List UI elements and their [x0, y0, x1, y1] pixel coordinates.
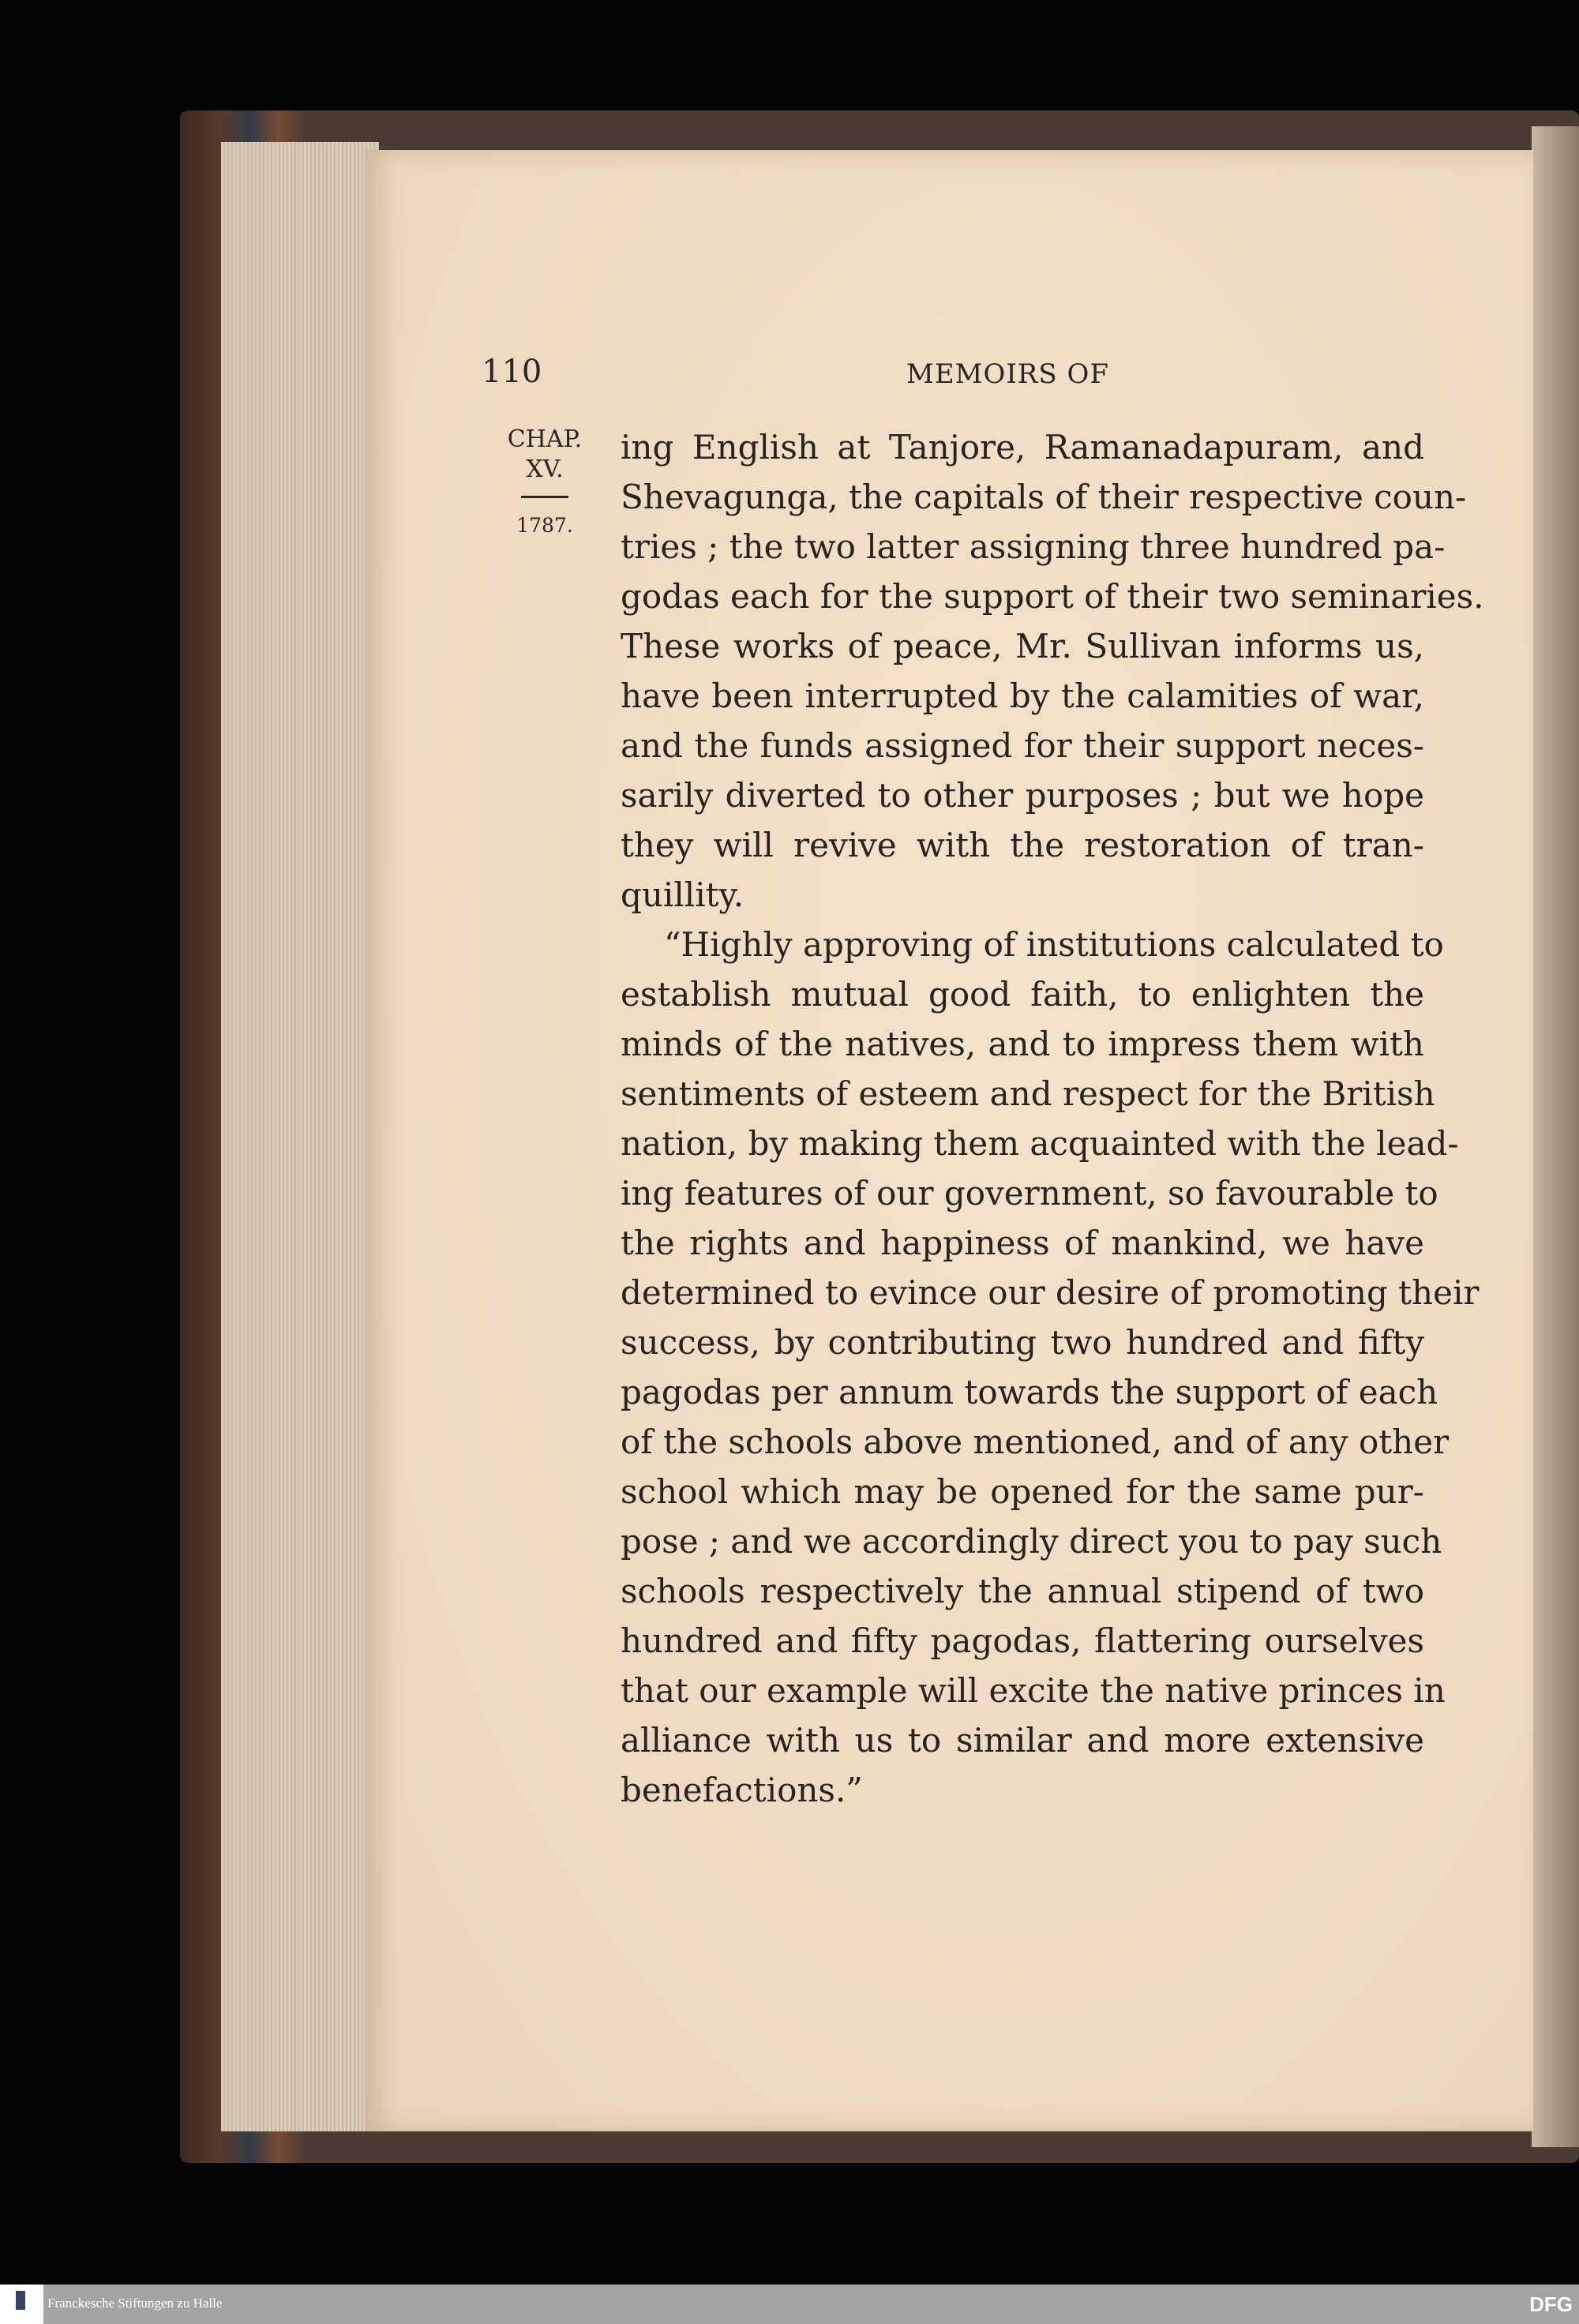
text-line: These works of peace, Mr. Sullivan informs us,: [621, 627, 1424, 665]
text-line: ing features of our government, so favourable to: [621, 1174, 1438, 1213]
chapter-number: XV.: [526, 455, 564, 483]
chap-label: CHAP.: [507, 425, 583, 453]
text-line: determined to evince our desire of promoting their: [621, 1273, 1480, 1312]
margin-year: 1787.: [516, 514, 573, 537]
text-line: establish mutual good faith, to enlighten the: [621, 975, 1424, 1014]
text-line: they will revive with the restoration of tran-: [621, 826, 1424, 864]
text-line: “Highly approving of institutions calculated to: [664, 925, 1444, 964]
text-line: school which may be opened for the same pur-: [621, 1472, 1424, 1511]
text-line: nation, by making them acquainted with the lead-: [621, 1124, 1459, 1163]
text-line: of the schools above mentioned, and of any other: [621, 1423, 1450, 1461]
text-line: the rights and happiness of mankind, we have: [621, 1224, 1424, 1262]
text-line: alliance with us to similar and more extensive: [621, 1721, 1424, 1760]
text-line: godas each for the support of their two seminaries.: [621, 577, 1484, 616]
text-line: sentiments of esteem and respect for the British: [621, 1074, 1435, 1113]
text-line: quillity.: [621, 875, 744, 914]
text-line: hundred and fifty pagodas, flattering ourselves: [621, 1621, 1424, 1660]
text-line: have been interrupted by the calamities of war,: [621, 677, 1424, 715]
text-line: pagodas per annum towards the support of each: [621, 1373, 1438, 1411]
institution-logo-icon: [0, 2285, 43, 2324]
running-head: MEMOIRS OF: [906, 358, 1109, 390]
text-line: Shevagunga, the capitals of their respective coun-: [621, 478, 1467, 516]
text-line: and the funds assigned for their support neces-: [621, 726, 1424, 765]
page-number: 110: [482, 354, 542, 390]
page-edges: [221, 142, 379, 2131]
text-line: schools respectively the annual stipend of two: [621, 1572, 1424, 1610]
facing-page-edge: [1532, 126, 1579, 2147]
footer-bar: [0, 2285, 1579, 2324]
text-line: success, by contributing two hundred and fifty: [621, 1323, 1424, 1362]
text-line: benefactions.”: [621, 1771, 863, 1809]
text-line: sarily diverted to other purposes ; but we hope: [621, 776, 1424, 815]
margin-note: [497, 425, 592, 541]
body-text: [621, 422, 1484, 1815]
text-line: ing English at Tanjore, Ramanadapuram, and: [621, 428, 1424, 467]
text-line: minds of the natives, and to impress them with: [621, 1025, 1424, 1063]
divider: [521, 496, 568, 498]
text-line: pose ; and we accordingly direct you to pay such: [621, 1522, 1442, 1561]
text-line: that our example will excite the native princes in: [621, 1671, 1446, 1710]
institution-name: Franckesche Stiftungen zu Halle: [47, 2296, 223, 2311]
text-line: tries ; the two latter assigning three hundred pa-: [621, 527, 1446, 566]
dfg-logo: DFG: [1529, 2292, 1573, 2316]
